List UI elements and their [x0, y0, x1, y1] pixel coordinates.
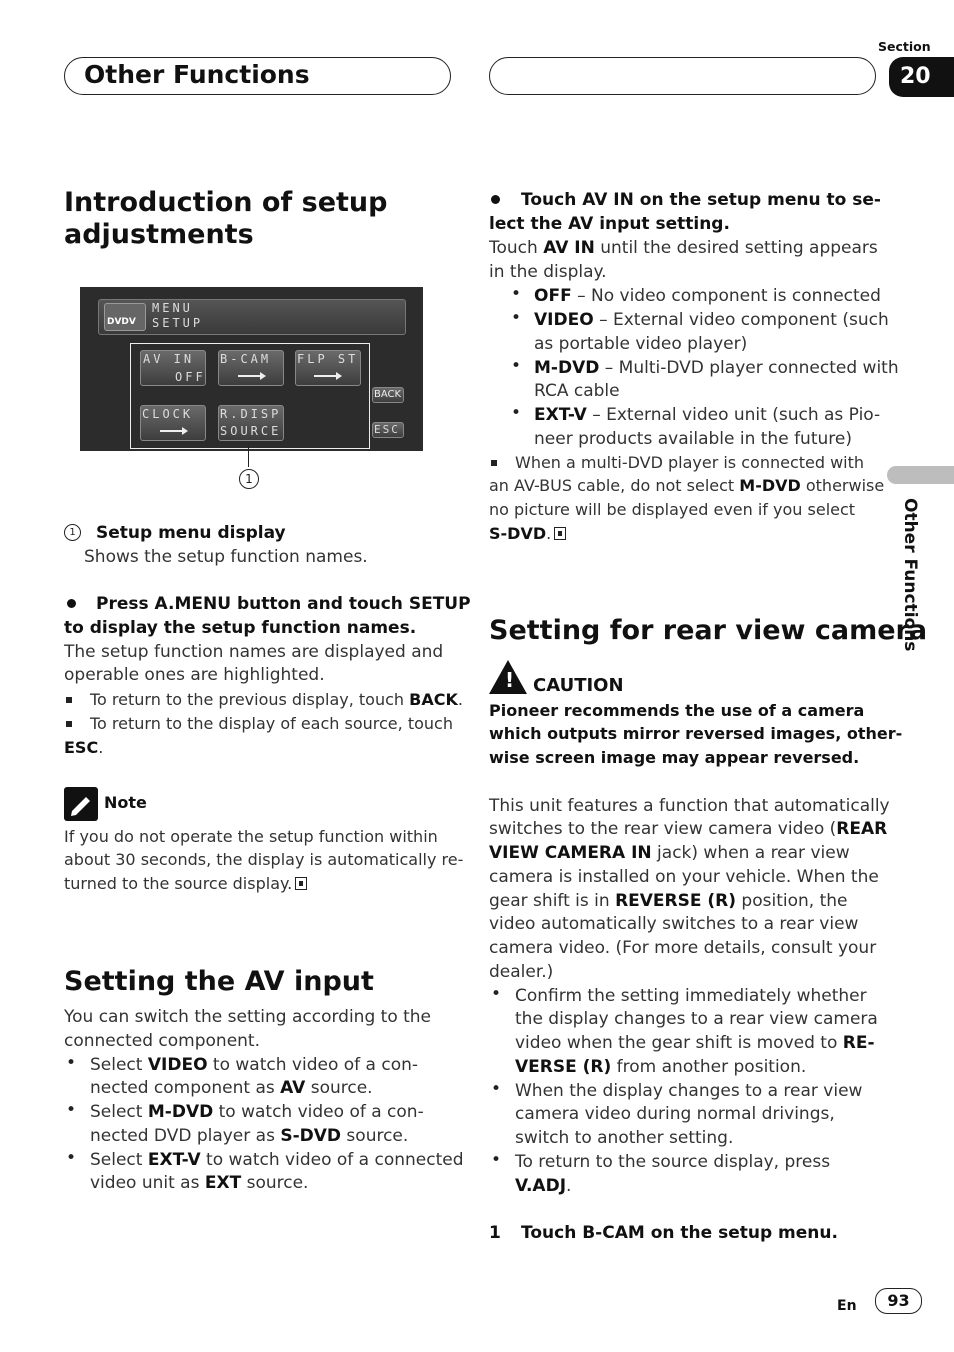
- screen-esc-label: ESC: [374, 423, 400, 436]
- av-body2: connected component.: [64, 1031, 260, 1051]
- legend-number: [64, 524, 81, 541]
- avin-body2: in the display.: [489, 262, 607, 282]
- screen-source-label: SOURCE: [220, 424, 282, 438]
- cam-b1-l2: the display changes to a rear view camera: [515, 1009, 878, 1029]
- bullet-dot: •: [511, 284, 522, 304]
- note-line3: turned to the source display.: [64, 872, 307, 896]
- cam-b1-l1: Confirm the setting immediately whether: [515, 986, 867, 1006]
- square-bullet: [66, 697, 72, 703]
- step-bullet: [491, 195, 500, 204]
- avin-step-line1: Touch AV IN on the setup menu to se-: [521, 190, 881, 210]
- footer-lang: En: [837, 1298, 857, 1314]
- side-tab: [887, 466, 954, 484]
- cam-p8: dealer.): [489, 962, 554, 982]
- arrow-icon: [160, 430, 186, 432]
- end-mark-icon: [295, 877, 307, 890]
- header-right-pill: [489, 57, 876, 95]
- caution-label: CAUTION: [533, 675, 624, 696]
- bullet-dot: •: [66, 1100, 77, 1120]
- bullet-dot: •: [491, 1079, 502, 1099]
- callout-line: [248, 445, 249, 467]
- caution-line3: wise screen image may appear reversed.: [489, 748, 860, 767]
- cam-b3-l2: V.ADJ.: [515, 1176, 572, 1196]
- arrow-icon: [238, 375, 264, 377]
- av-title: Setting the AV input: [64, 966, 374, 997]
- avin-opt-extv: EXT-V – External video unit (such as Pio-: [534, 405, 881, 425]
- page-number-text: 93: [887, 1291, 910, 1310]
- screen-back-label: BACK: [374, 389, 402, 400]
- avin-sq3: no picture will be displayed even if you select: [489, 500, 856, 519]
- callout-number: [239, 469, 259, 489]
- note-title: Note: [104, 793, 147, 812]
- screen-setup-text: SETUP: [152, 316, 204, 330]
- cam-b1-l4: VERSE (R) from another position.: [515, 1057, 807, 1077]
- intro-title-1: Introduction of setup: [64, 187, 388, 218]
- screen-b-cam-label: B-CAM: [220, 352, 272, 366]
- avin-body1: Touch AV IN until the desired setting appears: [489, 238, 878, 258]
- avin-opt-mdvd-l2: RCA cable: [534, 381, 620, 401]
- intro-sq2: To return to the display of each source, touch: [90, 714, 453, 733]
- av-body1: You can switch the setting according to the: [64, 1007, 432, 1027]
- square-bullet: [491, 460, 497, 466]
- av-bullet2-l2: nected DVD player as S-DVD source.: [90, 1126, 409, 1146]
- cam-p7: camera video. (For more details, consult your: [489, 938, 877, 958]
- screen-r-disp-label: R.DISP: [220, 407, 282, 421]
- bullet-dot: •: [491, 1150, 502, 1170]
- step-bullet: [67, 599, 76, 608]
- cam-step-text: Touch B-CAM on the setup menu.: [521, 1223, 838, 1243]
- avin-opt-video-l2: as portable video player): [534, 334, 748, 354]
- legend-text: Shows the setup function names.: [84, 547, 368, 567]
- intro-sq1: To return to the previous display, touch BACK.: [90, 690, 463, 709]
- end-mark-icon: [554, 527, 566, 540]
- square-bullet: [66, 721, 72, 727]
- arrow-icon: [314, 375, 340, 377]
- cam-b2-l1: When the display changes to a rear view: [515, 1081, 863, 1101]
- section-label: Section: [878, 39, 931, 54]
- callout-number-text: 1: [245, 472, 253, 486]
- cam-title: Setting for rear view camera: [489, 615, 928, 646]
- legend-number-text: 1: [69, 527, 76, 538]
- side-label: Other Functions: [900, 498, 920, 652]
- bullet-dot: •: [66, 1148, 77, 1168]
- cam-b1-l3: video when the gear shift is moved to RE-: [515, 1033, 875, 1053]
- disc-logo-icon: [104, 303, 146, 331]
- bullet-dot: •: [66, 1053, 77, 1073]
- note-line2: about 30 seconds, the display is automatically re-: [64, 850, 464, 869]
- avin-sq1: When a multi-DVD player is connected with: [515, 453, 865, 472]
- cam-p6: video automatically switches to a rear view: [489, 914, 859, 934]
- avin-opt-mdvd: M-DVD – Multi-DVD player connected with: [534, 358, 899, 378]
- bullet-dot: •: [511, 403, 522, 423]
- bullet-dot: •: [511, 356, 522, 376]
- caution-line2: which outputs mirror reversed images, other-: [489, 724, 903, 743]
- header-title: Other Functions: [84, 60, 310, 89]
- intro-sq2-l2: ESC.: [64, 738, 104, 757]
- intro-body1: The setup function names are displayed and: [64, 642, 444, 662]
- av-bullet1-l2: nected component as AV source.: [90, 1078, 373, 1098]
- legend-title: Setup menu display: [96, 523, 286, 543]
- cam-p1: This unit features a function that automatically: [489, 796, 890, 816]
- avin-opt-off: OFF – No video component is connected: [534, 286, 881, 306]
- intro-title-2: adjustments: [64, 219, 254, 250]
- cam-step-number: 1: [489, 1223, 501, 1243]
- screen-off-label: OFF: [175, 370, 206, 384]
- av-bullet3-l2: video unit as EXT source.: [90, 1173, 309, 1193]
- section-number: 20: [889, 57, 954, 97]
- page-number: [875, 1288, 922, 1314]
- note-icon: [64, 787, 98, 821]
- avin-sq2: an AV-BUS cable, do not select M-DVD otherwise: [489, 476, 885, 495]
- avin-step-line2: lect the AV input setting.: [489, 214, 730, 234]
- cam-b3-l1: To return to the source display, press: [515, 1152, 831, 1172]
- avin-sq4: S-DVD.: [489, 522, 566, 546]
- cam-p4: camera is installed on your vehicle. When the: [489, 867, 879, 887]
- cam-p5: gear shift is in REVERSE (R) position, the: [489, 891, 848, 911]
- cam-p2: switches to the rear view camera video (REAR: [489, 819, 888, 839]
- av-bullet3: Select EXT-V to watch video of a connected: [90, 1150, 464, 1170]
- cam-b2-l2: camera video during normal drivings,: [515, 1104, 835, 1124]
- screen-flp-st-label: FLP ST: [297, 352, 359, 366]
- bullet-dot: •: [511, 308, 522, 328]
- logo-text: DVDV: [107, 317, 136, 327]
- screen-av-in-label: AV IN: [143, 352, 195, 366]
- screen-clock-label: CLOCK: [142, 407, 194, 421]
- note-line1: If you do not operate the setup function within: [64, 827, 438, 846]
- caution-line1: Pioneer recommends the use of a camera: [489, 701, 865, 720]
- warning-exclamation: !: [505, 668, 515, 692]
- avin-opt-video: VIDEO – External video component (such: [534, 310, 889, 330]
- av-bullet2: Select M-DVD to watch video of a con-: [90, 1102, 424, 1122]
- cam-p3: VIEW CAMERA IN jack) when a rear view: [489, 843, 850, 863]
- intro-body2: operable ones are highlighted.: [64, 665, 325, 685]
- cam-b2-l3: switch to another setting.: [515, 1128, 734, 1148]
- setup-screen-image: [80, 287, 423, 451]
- bullet-dot: •: [491, 984, 502, 1004]
- screen-menu-text: MENU: [152, 301, 193, 315]
- av-bullet1: Select VIDEO to watch video of a con-: [90, 1055, 419, 1075]
- intro-step-line2: to display the setup function names.: [64, 618, 417, 638]
- avin-opt-extv-l2: neer products available in the future): [534, 429, 852, 449]
- intro-step-line1: Press A.MENU button and touch SETUP: [96, 594, 471, 614]
